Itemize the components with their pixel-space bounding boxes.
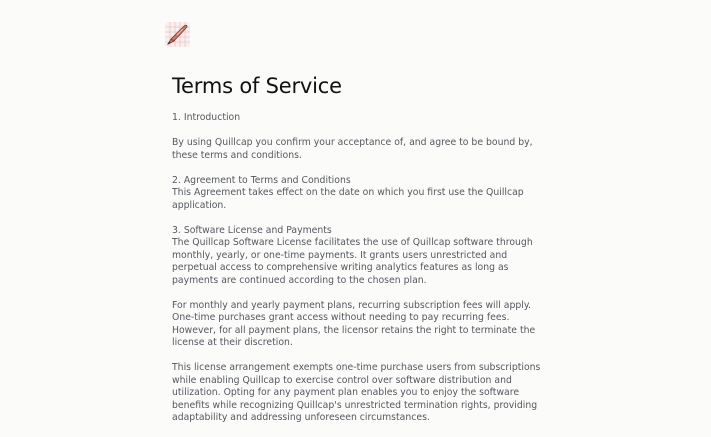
section-license-payments: 3. Software License and Payments The Quillcap Software License facilitates the use of Quillcap software through monthly, yearly, or one-time payments. It grants users unrestricted and perpetual access to comprehensive writing analytics features as long as payments are continued according to the chosen plan. <box>172 224 533 286</box>
terms-body <box>172 112 544 437</box>
quill-pen-icon <box>165 22 190 47</box>
paragraph-acceptance: By using Quillcap you confirm your acceptance of, and agree to be bound by, these terms and conditions. <box>172 137 533 161</box>
section-agreement: 2. Agreement to Terms and Conditions This Agreement takes effect on the date on which you first use the Quillcap application. <box>172 174 524 211</box>
section-heading-introduction: 1. Introduction <box>172 112 241 123</box>
paragraph-license-arrangement: This license arrangement exempts one-time purchase users from subscriptions while enabling Quillcap to exercise control over software distribution and utilization. Opting for any payment plan enables you to enjoy the software benefits while recognizing Quillcap's unrestricted termination rights, providing adaptability and addressing unforeseen circumstances. <box>172 362 541 423</box>
paragraph-recurring-fees: For monthly and yearly payment plans, recurring subscription fees will apply. One-time purchases grant access without needing to pay recurring fees. However, for all payment plans, the licensor retains the right to terminate the license at their discretion. <box>172 299 536 348</box>
page-title: Terms of Service <box>172 74 342 98</box>
